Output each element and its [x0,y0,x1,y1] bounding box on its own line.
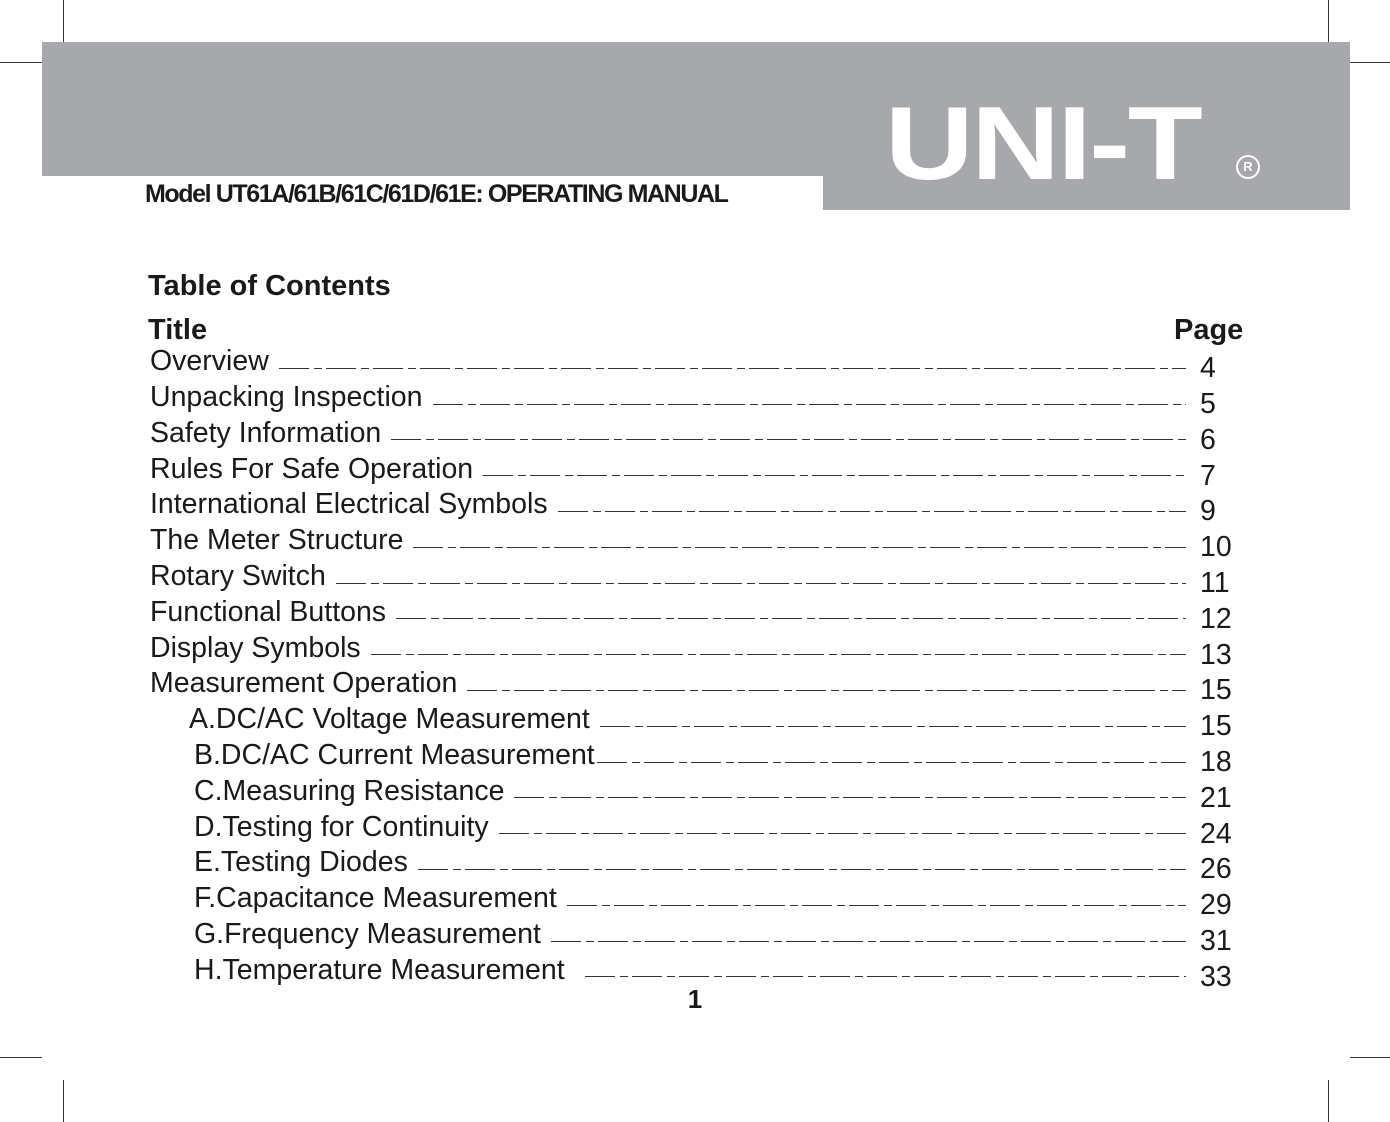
brand-logo: UNI-T [885,86,1201,202]
toc-entry-title: Safety Information [150,416,382,449]
toc-entry-page: 15 [1200,674,1232,707]
dot-leader [391,439,1186,440]
toc-entry-page: 33 [1200,960,1232,993]
crop-mark [1328,1080,1329,1122]
toc-entry-title: Overview [150,345,269,378]
toc-entry [150,380,1240,421]
toc-entry-page: 15 [1200,710,1232,743]
crop-mark [1350,1057,1390,1058]
toc-entry-page: 10 [1200,531,1232,564]
page-number: 1 [687,984,703,1014]
dot-leader [483,475,1186,476]
toc-subentry [150,881,1240,922]
dot-leader [371,654,1186,655]
toc-subentry [150,953,1240,993]
toc-entry-page: 21 [1200,781,1232,814]
dot-leader [558,511,1186,512]
dot-leader [413,547,1186,548]
toc-entry-title: D.Testing for Continuity [194,810,489,843]
toc-entry-page: 5 [1200,388,1216,421]
toc-entry-page: 29 [1200,889,1232,922]
toc-entry-page: 13 [1200,638,1232,671]
toc-entry [150,630,1240,671]
toc-entry-title: Display Symbols [150,631,361,664]
toc-entry-page: 6 [1200,423,1216,456]
toc-list [150,344,1240,993]
toc-entry-page: 31 [1200,925,1232,958]
toc-entry [150,559,1240,600]
toc-entry-title: G.Frequency Measurement [194,918,541,951]
toc-entry-page: 11 [1200,567,1230,600]
crop-mark [0,1057,42,1058]
registered-mark-icon: R [1236,155,1260,179]
dot-leader [433,404,1186,405]
dot-leader [418,869,1186,870]
toc-entry-title: Rotary Switch [150,560,326,593]
toc-entry-title: F.Capacitance Measurement [194,882,557,915]
toc-entry-page: 4 [1200,352,1216,385]
crop-mark [1328,0,1329,42]
toc-entry-title: Unpacking Inspection [150,381,423,414]
toc-entry-page: 24 [1200,817,1232,850]
dot-leader [585,976,1186,977]
toc-subentry [150,738,1240,779]
toc-entry-page: 9 [1200,495,1216,528]
crop-mark [63,0,64,42]
toc-entry-page: 26 [1200,853,1232,886]
toc-entry-page: 18 [1200,746,1232,779]
toc-subentry [150,845,1240,886]
dot-leader [279,368,1186,369]
toc-column-title: Title [148,314,208,346]
dot-leader [396,618,1186,619]
toc-entry [150,487,1240,528]
toc-entry [150,523,1240,564]
toc-entry-title: Measurement Operation [150,667,458,700]
toc-heading: Table of Contents [148,270,391,302]
toc-entry-page: 12 [1200,602,1232,635]
dot-leader [499,833,1186,834]
toc-entry [150,451,1240,492]
toc-entry [150,344,1240,385]
toc-subentry [150,774,1240,814]
toc-entry-title: H.Temperature Measurement [194,953,565,986]
toc-entry-title: International Electrical Symbols [150,488,548,521]
manual-title: Model UT61A/61B/61C/61D/61E: OPERATING MANUAL [145,180,728,208]
toc-entry-page: 7 [1200,459,1216,492]
toc-entry-title: Rules For Safe Operation [150,452,474,485]
toc-entry [150,416,1240,456]
toc-entry-title: Functional Buttons [150,595,387,628]
dot-leader [467,690,1186,691]
crop-mark [1350,62,1390,63]
toc-entry-title: B.DC/AC Current Measurement [194,739,595,772]
toc-entry-title: E.Testing Diodes [194,846,408,879]
dot-leader [551,941,1186,942]
toc-subentry [150,917,1240,958]
toc-entry-title: A.DC/AC Voltage Measurement [189,703,590,736]
dot-leader [600,726,1186,727]
dot-leader [336,583,1186,584]
dot-leader [514,797,1186,798]
crop-mark [63,1080,64,1122]
dot-leader [567,905,1186,906]
toc-entry [150,666,1240,707]
toc-column-page: Page [1174,314,1244,346]
toc-subentry [150,702,1240,743]
toc-subentry [150,809,1240,850]
dot-leader [597,762,1186,763]
toc-entry [150,595,1240,635]
toc-entry-title: C.Measuring Resistance [194,774,505,807]
crop-mark [0,62,42,63]
toc-entry-title: The Meter Structure [150,524,404,557]
